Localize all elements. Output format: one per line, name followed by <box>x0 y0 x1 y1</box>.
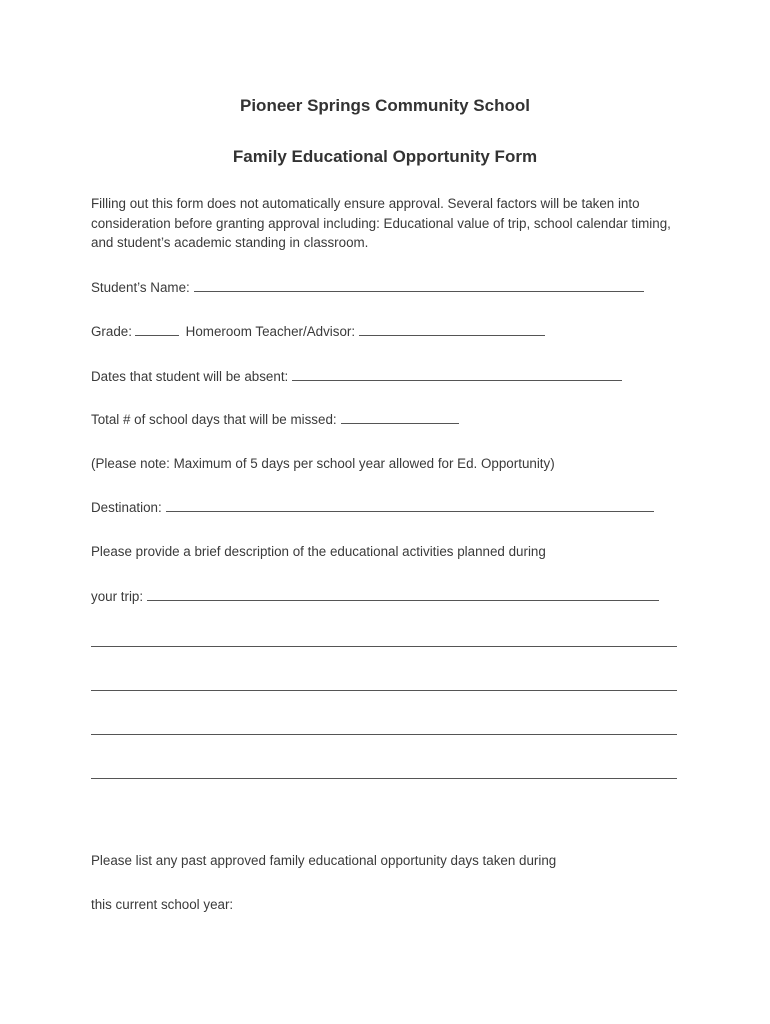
your-trip-field[interactable] <box>147 587 659 601</box>
student-name-row <box>91 278 644 297</box>
past-days-prompt: Please list any past approved family educational opportunity days taken during <box>91 853 557 868</box>
description-line-1[interactable] <box>91 646 677 647</box>
grade-label: Grade: <box>91 324 132 339</box>
school-name: Pioneer Springs Community School <box>240 96 530 115</box>
description-line-4[interactable] <box>91 778 677 779</box>
your-trip-row <box>91 587 659 606</box>
intro-paragraph: Filling out this form does not automatically ensure approval. Several factors will be taken into consideration before granting approval including: Educational value of trip, school calendar timing, and student’s academic standing in classroom. <box>91 196 671 250</box>
description-prompt: Please provide a brief description of the educational activities planned during <box>91 544 546 559</box>
destination-field[interactable] <box>166 498 654 512</box>
dates-absent-row <box>91 367 622 386</box>
description-line-2[interactable] <box>91 690 677 691</box>
max-days-note: (Please note: Maximum of 5 days per school year allowed for Ed. Opportunity) <box>91 456 555 471</box>
student-name-field[interactable] <box>194 278 644 292</box>
grade-row <box>91 322 545 341</box>
days-missed-row <box>91 410 459 429</box>
dates-absent-field[interactable] <box>292 367 622 381</box>
destination-label: Destination: <box>91 500 162 515</box>
destination-row <box>91 498 654 517</box>
student-name-label: Student’s Name: <box>91 280 190 295</box>
current-year-label: this current school year: <box>91 897 234 912</box>
days-missed-label: Total # of school days that will be missed: <box>91 412 337 427</box>
dates-absent-label: Dates that student will be absent: <box>91 369 289 384</box>
form-title: Family Educational Opportunity Form <box>232 147 538 166</box>
description-line-3[interactable] <box>91 734 677 735</box>
your-trip-label: your trip: <box>91 589 144 604</box>
grade-field[interactable] <box>135 322 179 336</box>
days-missed-field[interactable] <box>341 410 459 424</box>
homeroom-label: Homeroom Teacher/Advisor: <box>185 324 356 339</box>
homeroom-field[interactable] <box>359 322 545 336</box>
